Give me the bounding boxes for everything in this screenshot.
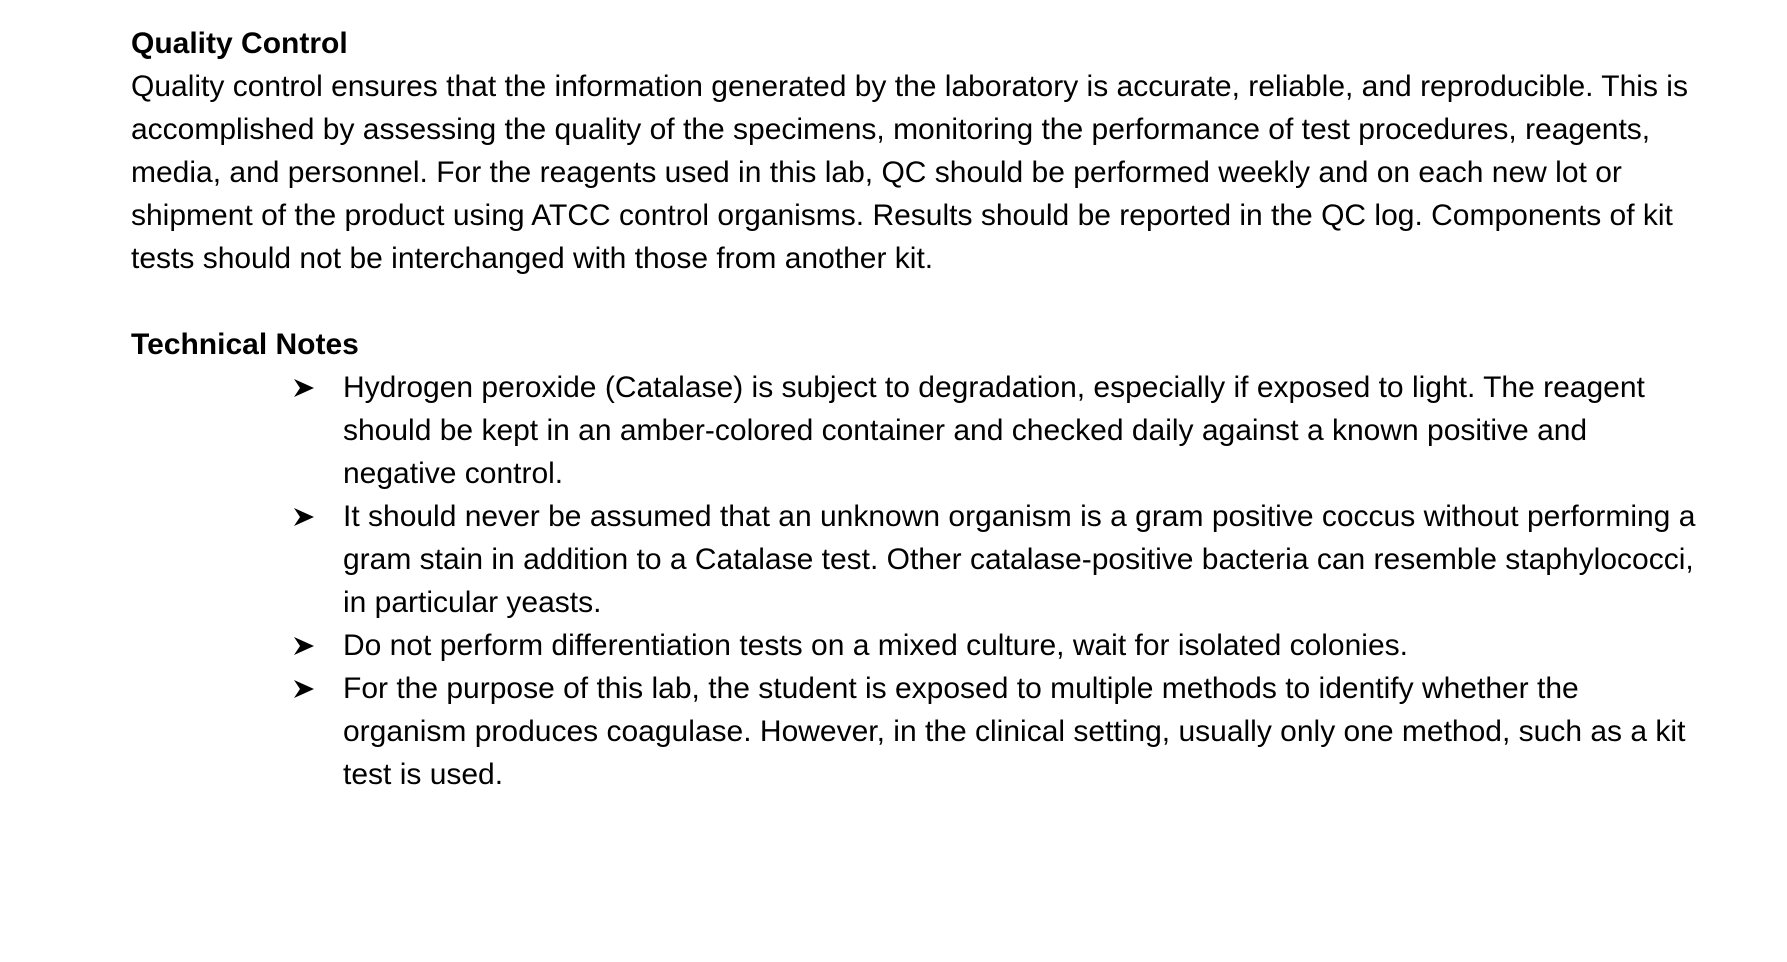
technical-note-item (131, 624, 1700, 667)
technical-note-text: It should never be assumed that an unknown organism is a gram positive coccus without performing a gram stain in addition to a Catalase test. Other catalase-positive bacteria can resemble staphylococci, in particular yeasts. (343, 500, 1696, 619)
technical-note-text: Hydrogen peroxide (Catalase) is subject to degradation, especially if exposed to light. The reagent should be kept in an amber-colored container and checked daily against a known positive and negative control. (343, 371, 1645, 490)
technical-notes-heading: Technical Notes (131, 328, 359, 361)
quality-control-section (131, 22, 1691, 280)
technical-notes-section (131, 323, 1696, 796)
technical-note-item (131, 667, 1700, 796)
quality-control-paragraph: Quality control ensures that the information generated by the laboratory is accurate, reliable, and reproducible. This is accomplished by assessing the quality of the specimens, monitoring the performance of test procedures, reagents, media, and personnel. For the reagents used in this lab, QC should be performed weekly and on each new lot or shipment of the product using ATCC control organisms. Results should be reported in the QC log. Components of kit tests should not be interchanged with those from another kit. (131, 70, 1688, 275)
technical-note-text: Do not perform differentiation tests on a mixed culture, wait for isolated colonies. (343, 629, 1408, 662)
technical-note-item (131, 495, 1700, 624)
quality-control-heading: Quality Control (131, 27, 348, 60)
technical-note-item (131, 366, 1700, 495)
technical-notes-list (131, 366, 1696, 796)
technical-note-text: For the purpose of this lab, the student is exposed to multiple methods to identify whether the organism produces coagulase. However, in the clinical setting, usually only one method, such as a kit test is used. (343, 672, 1686, 791)
arrowhead-bullet-icon (291, 667, 317, 710)
arrowhead-bullet-icon (291, 366, 317, 409)
document-page (131, 22, 1696, 796)
arrowhead-bullet-icon (291, 624, 317, 667)
arrowhead-bullet-icon (291, 495, 317, 538)
section-spacer (131, 280, 1691, 323)
